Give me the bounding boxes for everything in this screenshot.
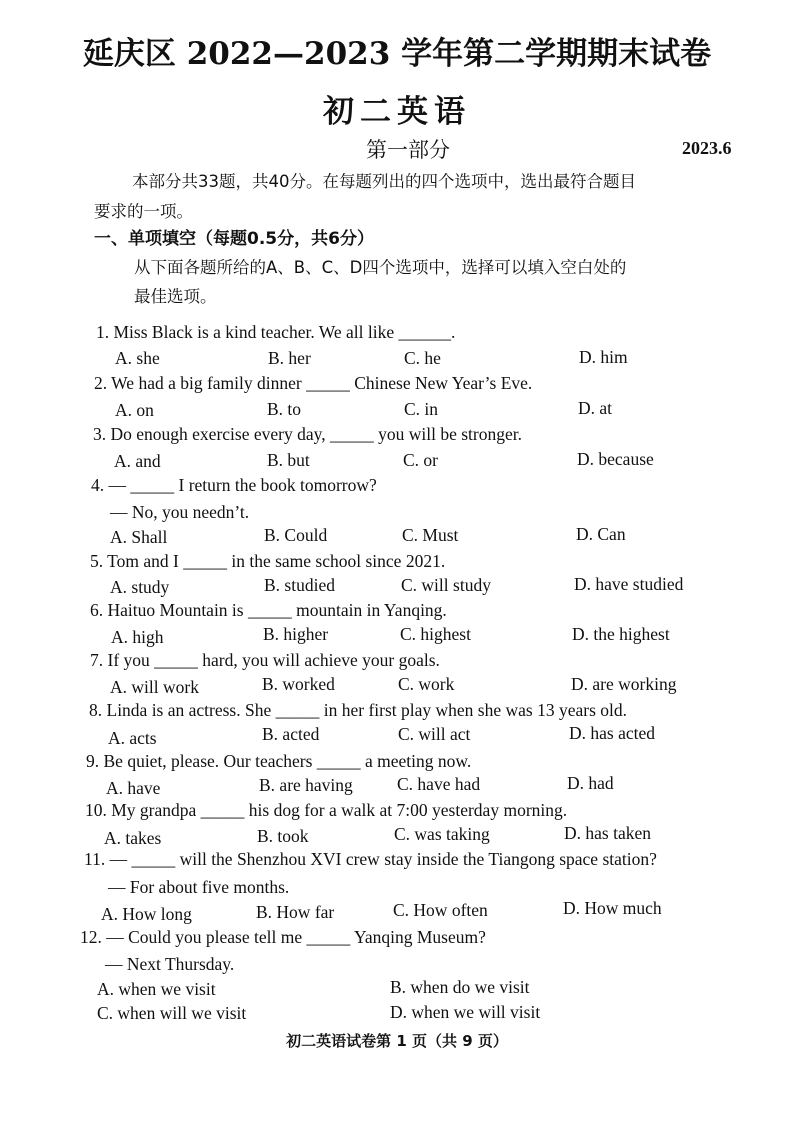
intro-line-1: 本部分共33题，共40分。在每题列出的四个选项中，选出最符合题目 [132, 172, 636, 191]
option-c: C. in [404, 399, 439, 419]
question-stem: 6. Haituo Mountain is _____ mountain in Yanqing. [90, 600, 447, 620]
option-b: B. How far [256, 902, 335, 922]
section-1-heading: 一、单项填空（每题0.5分，共6分） [94, 229, 374, 249]
option-d: D. him [579, 347, 628, 367]
option-a: A. Shall [110, 527, 168, 547]
option-b: B. when do we visit [390, 977, 530, 997]
page-footer: 初二英语试卷第 1 页（共 9 页） [286, 1032, 508, 1050]
option-b: B. to [267, 399, 302, 419]
option-c: C. work [398, 674, 455, 694]
option-b: B. are having [259, 775, 353, 795]
exam-title: 延庆区 2022—2023 学年第二学期期末试卷 [82, 36, 712, 72]
section-1-instruction-2: 最佳选项。 [134, 287, 217, 306]
option-b: B. took [257, 826, 309, 846]
question-response: — No, you needn’t. [110, 502, 250, 522]
question-stem: 2. We had a big family dinner _____ Chinese New Year’s Eve. [94, 373, 533, 393]
option-a: A. study [110, 577, 170, 597]
option-b: B. Could [264, 525, 328, 545]
part-heading: 第一部分 [366, 138, 450, 162]
question-response: — For about five months. [108, 877, 290, 897]
option-a: A. on [115, 400, 154, 420]
question-stem: 7. If you _____ hard, you will achieve your goals. [90, 650, 440, 670]
option-c: C. How often [393, 900, 488, 920]
option-d: D. has acted [569, 723, 656, 743]
option-c: C. highest [400, 624, 471, 644]
question-stem: 12. — Could you please tell me _____ Yanqing Museum? [80, 927, 486, 947]
option-a: A. will work [110, 677, 199, 697]
section-1-instruction-1: 从下面各题所给的A、B、C、D四个选项中，选择可以填入空白处的 [134, 258, 627, 277]
option-b: B. but [267, 450, 310, 470]
option-b: B. studied [264, 575, 335, 595]
question-stem: 10. My grandpa _____ his dog for a walk at 7:00 yesterday morning. [85, 800, 568, 820]
option-b: B. higher [263, 624, 329, 644]
option-a: A. have [106, 778, 161, 798]
option-c: C. was taking [394, 824, 490, 844]
option-d: D. has taken [564, 823, 651, 843]
option-d: D. because [577, 449, 654, 469]
option-b: B. worked [262, 674, 335, 694]
option-c: C. will act [398, 724, 471, 744]
option-c: C. when will we visit [97, 1003, 247, 1023]
option-d: D. the highest [572, 624, 670, 644]
option-d: D. Can [576, 524, 626, 544]
option-b: B. her [268, 348, 311, 368]
question-stem: 8. Linda is an actress. She _____ in her first play when she was 13 years old. [89, 700, 628, 720]
option-a: A. takes [104, 828, 162, 848]
option-c: C. will study [401, 575, 491, 595]
question-stem: 5. Tom and I _____ in the same school since 2021. [90, 551, 446, 571]
question-stem: 1. Miss Black is a kind teacher. We all like ______. [96, 322, 456, 342]
option-d: D. had [567, 773, 614, 793]
option-d: D. are working [571, 674, 677, 694]
question-stem: 11. — _____ will the Shenzhou XVI crew stay inside the Tiangong space station? [84, 849, 657, 869]
option-d: D. have studied [574, 574, 684, 594]
option-c: C. have had [397, 774, 481, 794]
option-a: A. and [114, 451, 161, 471]
option-d: D. How much [563, 898, 662, 918]
option-a: A. acts [108, 728, 157, 748]
option-c: C. Must [402, 525, 459, 545]
option-a: A. when we visit [97, 979, 216, 999]
option-a: A. high [111, 627, 164, 647]
question-stem: 3. Do enough exercise every day, _____ you will be stronger. [93, 424, 522, 444]
option-c: C. or [403, 450, 438, 470]
question-stem: 9. Be quiet, please. Our teachers _____ a meeting now. [86, 751, 472, 771]
option-c: C. he [404, 348, 441, 368]
option-a: A. she [115, 348, 160, 368]
option-a: A. How long [101, 904, 192, 924]
option-d: D. when we will visit [390, 1002, 541, 1022]
question-response: — Next Thursday. [105, 954, 235, 974]
exam-subtitle: 初二英语 [323, 94, 471, 130]
option-b: B. acted [262, 724, 320, 744]
question-stem: 4. — _____ I return the book tomorrow? [91, 475, 377, 495]
option-d: D. at [578, 398, 613, 418]
exam-date: 2023.6 [682, 138, 732, 158]
intro-line-2: 要求的一项。 [94, 202, 193, 221]
